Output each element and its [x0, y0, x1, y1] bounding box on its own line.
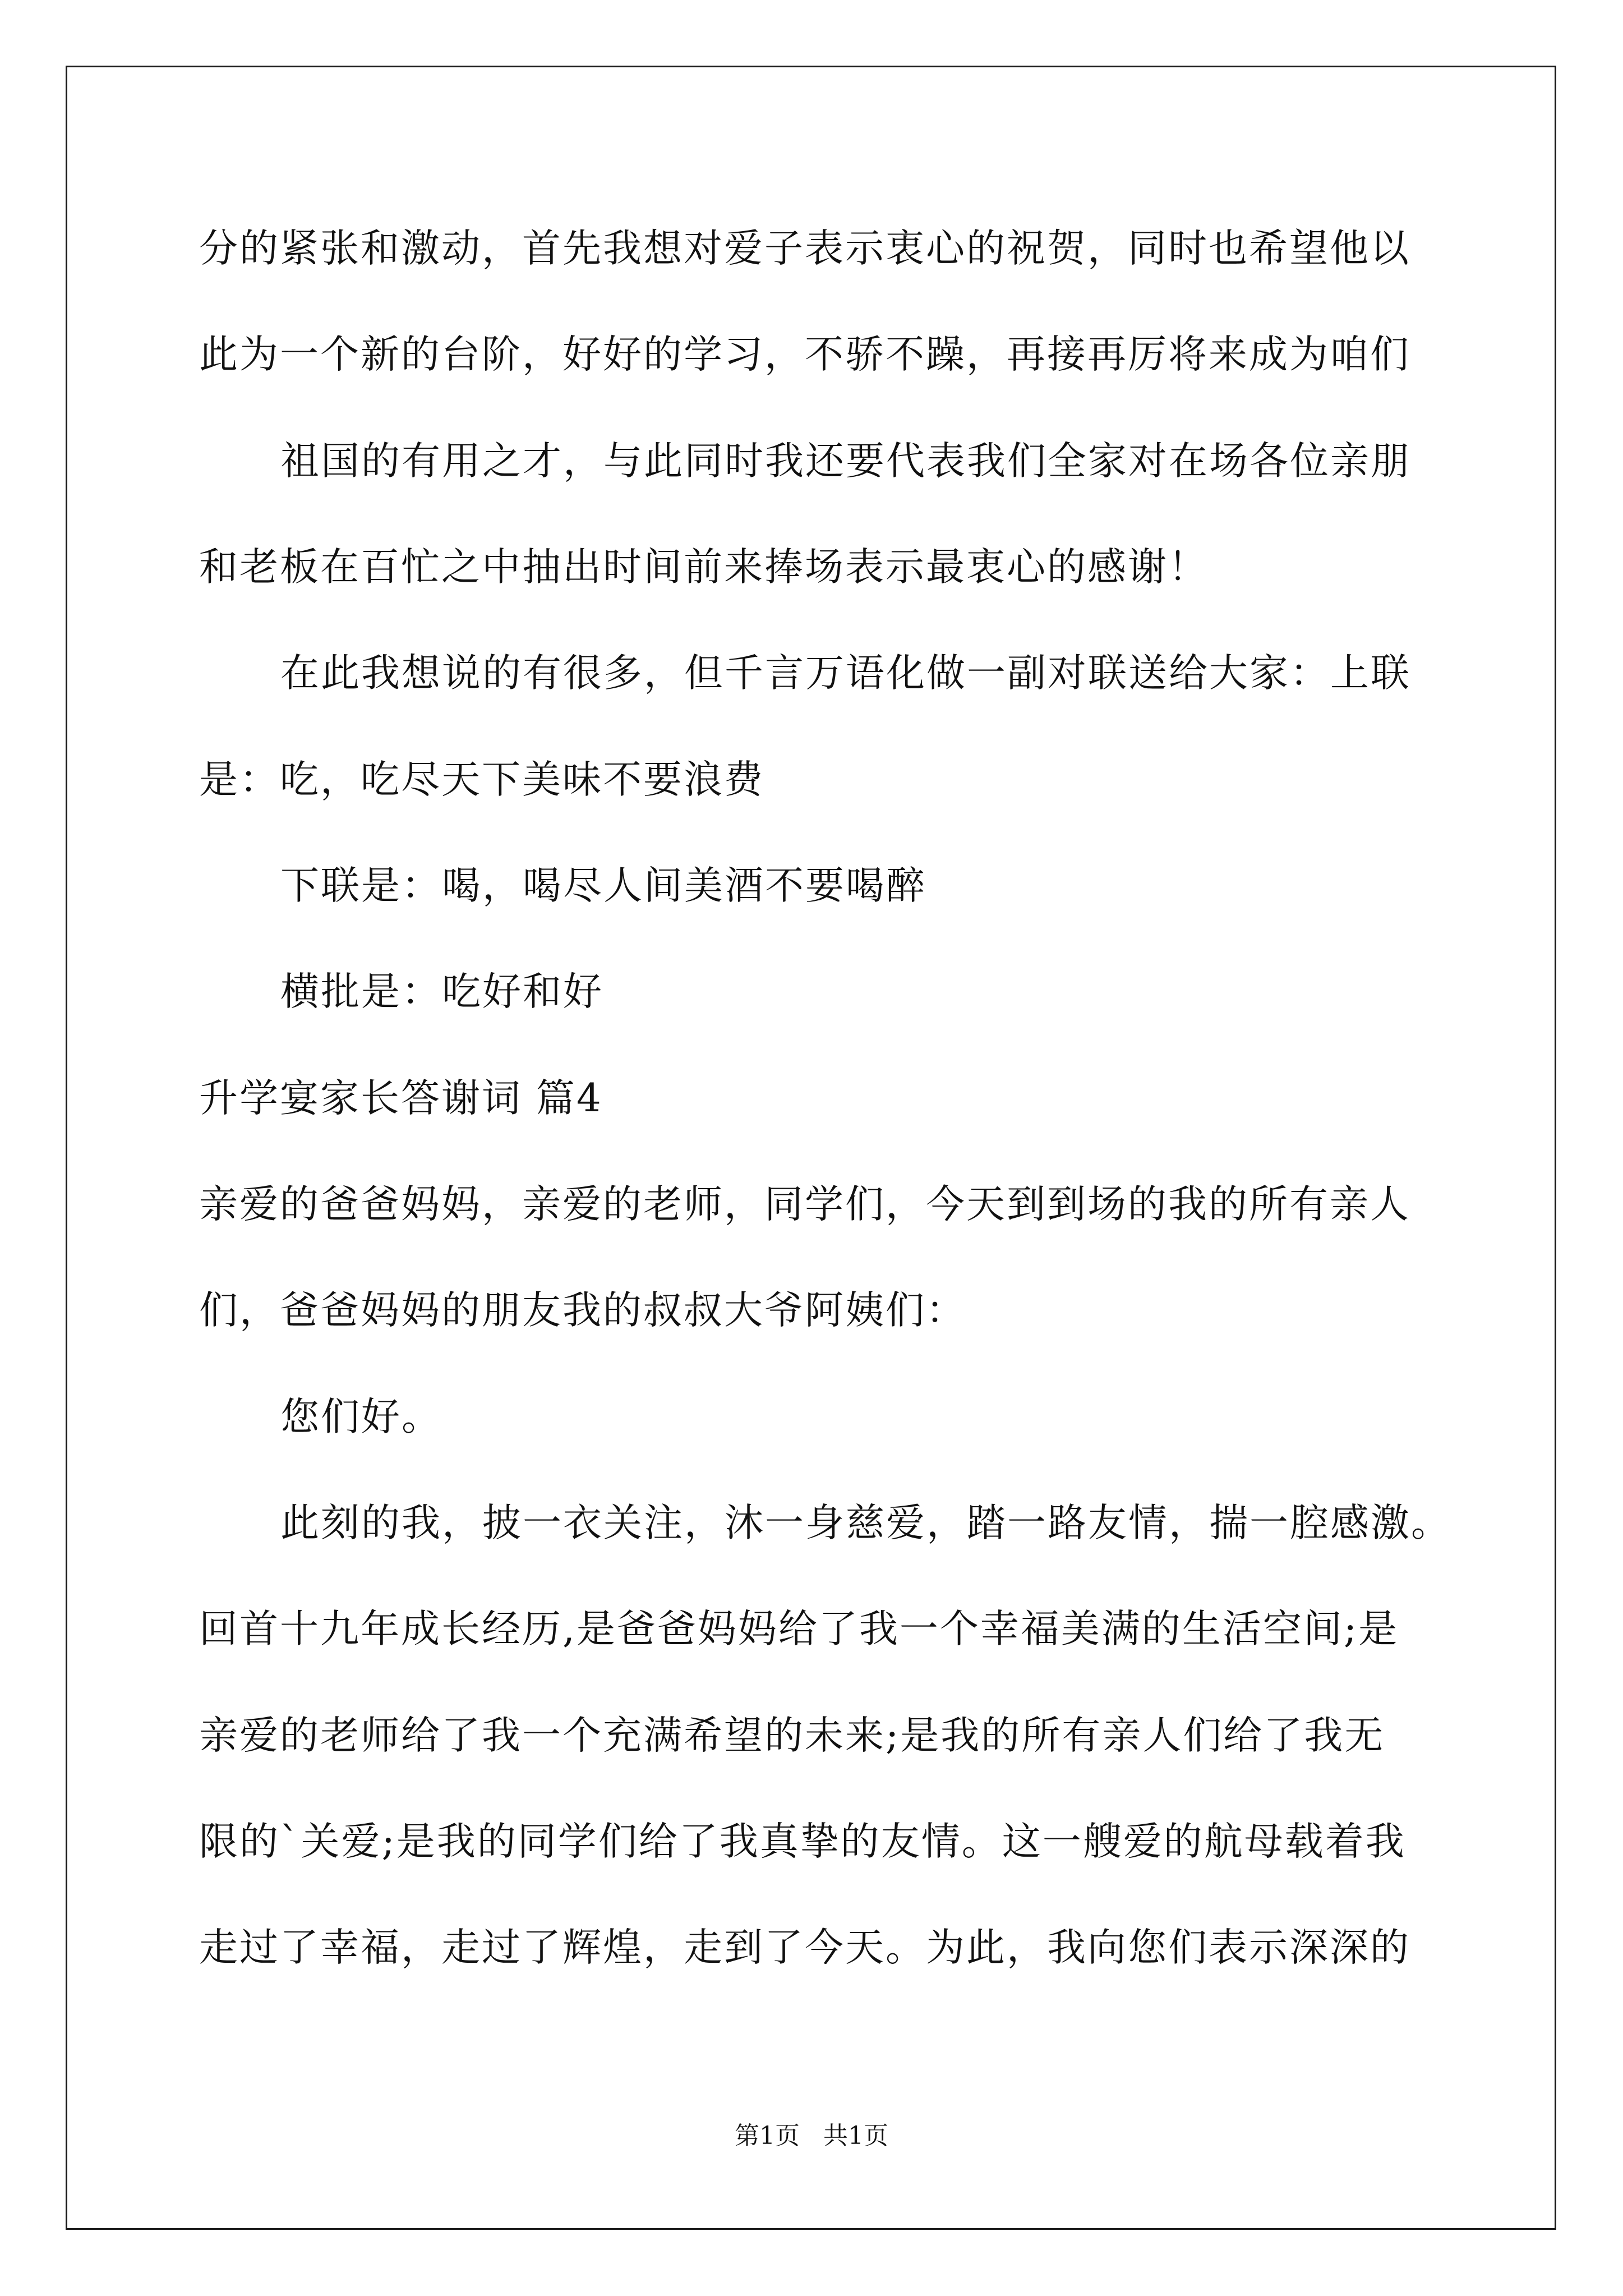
- body-line-15: 亲爱的老师给了我一个充满希望的未来;是我的所有亲人们给了我无: [199, 1713, 1385, 1758]
- body-line-5: 在此我想说的有很多，但千言万语化做一副对联送给大家：上联: [280, 651, 1411, 696]
- body-line-7: 下联是：喝，喝尽人间美酒不要喝醉: [280, 863, 926, 908]
- body-line-10: 亲爱的爸爸妈妈，亲爱的老师，同学们，今天到到场的我的所有亲人: [199, 1182, 1410, 1227]
- page-border: [66, 66, 1556, 2230]
- body-line-6: 是：吃，吃尽天下美味不要浪费: [199, 757, 764, 802]
- body-line-2: 此为一个新的台阶，好好的学习，不骄不躁，再接再厉将来成为咱们: [199, 332, 1410, 377]
- body-line-3: 祖国的有用之才，与此同时我还要代表我们全家对在场各位亲朋: [280, 439, 1411, 484]
- body-line-1: 分的紧张和激动，首先我想对爱子表示衷心的祝贺，同时也希望他以: [199, 226, 1410, 271]
- body-line-12: 您们好。: [280, 1395, 442, 1439]
- section-heading: 升学宴家长答谢词 篇4: [199, 1076, 603, 1121]
- body-line-14: 回首十九年成长经历,是爸爸妈妈给了我一个幸福美满的生活空间;是: [199, 1607, 1399, 1651]
- body-line-11: 们，爸爸妈妈的朋友我的叔叔大爷阿姨们：: [199, 1288, 966, 1333]
- body-line-8: 横批是：吃好和好: [280, 969, 603, 1014]
- body-line-17: 走过了幸福，走过了辉煌，走到了今天。为此，我向您们表示深深的: [199, 1925, 1410, 1970]
- body-line-16: 限的`关爱;是我的同学们给了我真挚的友情。这一艘爱的航母载着我: [199, 1819, 1406, 1864]
- page-footer: 第1页 共1页: [735, 2122, 888, 2150]
- body-line-4: 和老板在百忙之中抽出时间前来捧场表示最衷心的感谢！: [199, 545, 1209, 590]
- body-line-13: 此刻的我，披一衣关注，沐一身慈爱，踏一路友情，揣一腔感激。: [280, 1501, 1451, 1545]
